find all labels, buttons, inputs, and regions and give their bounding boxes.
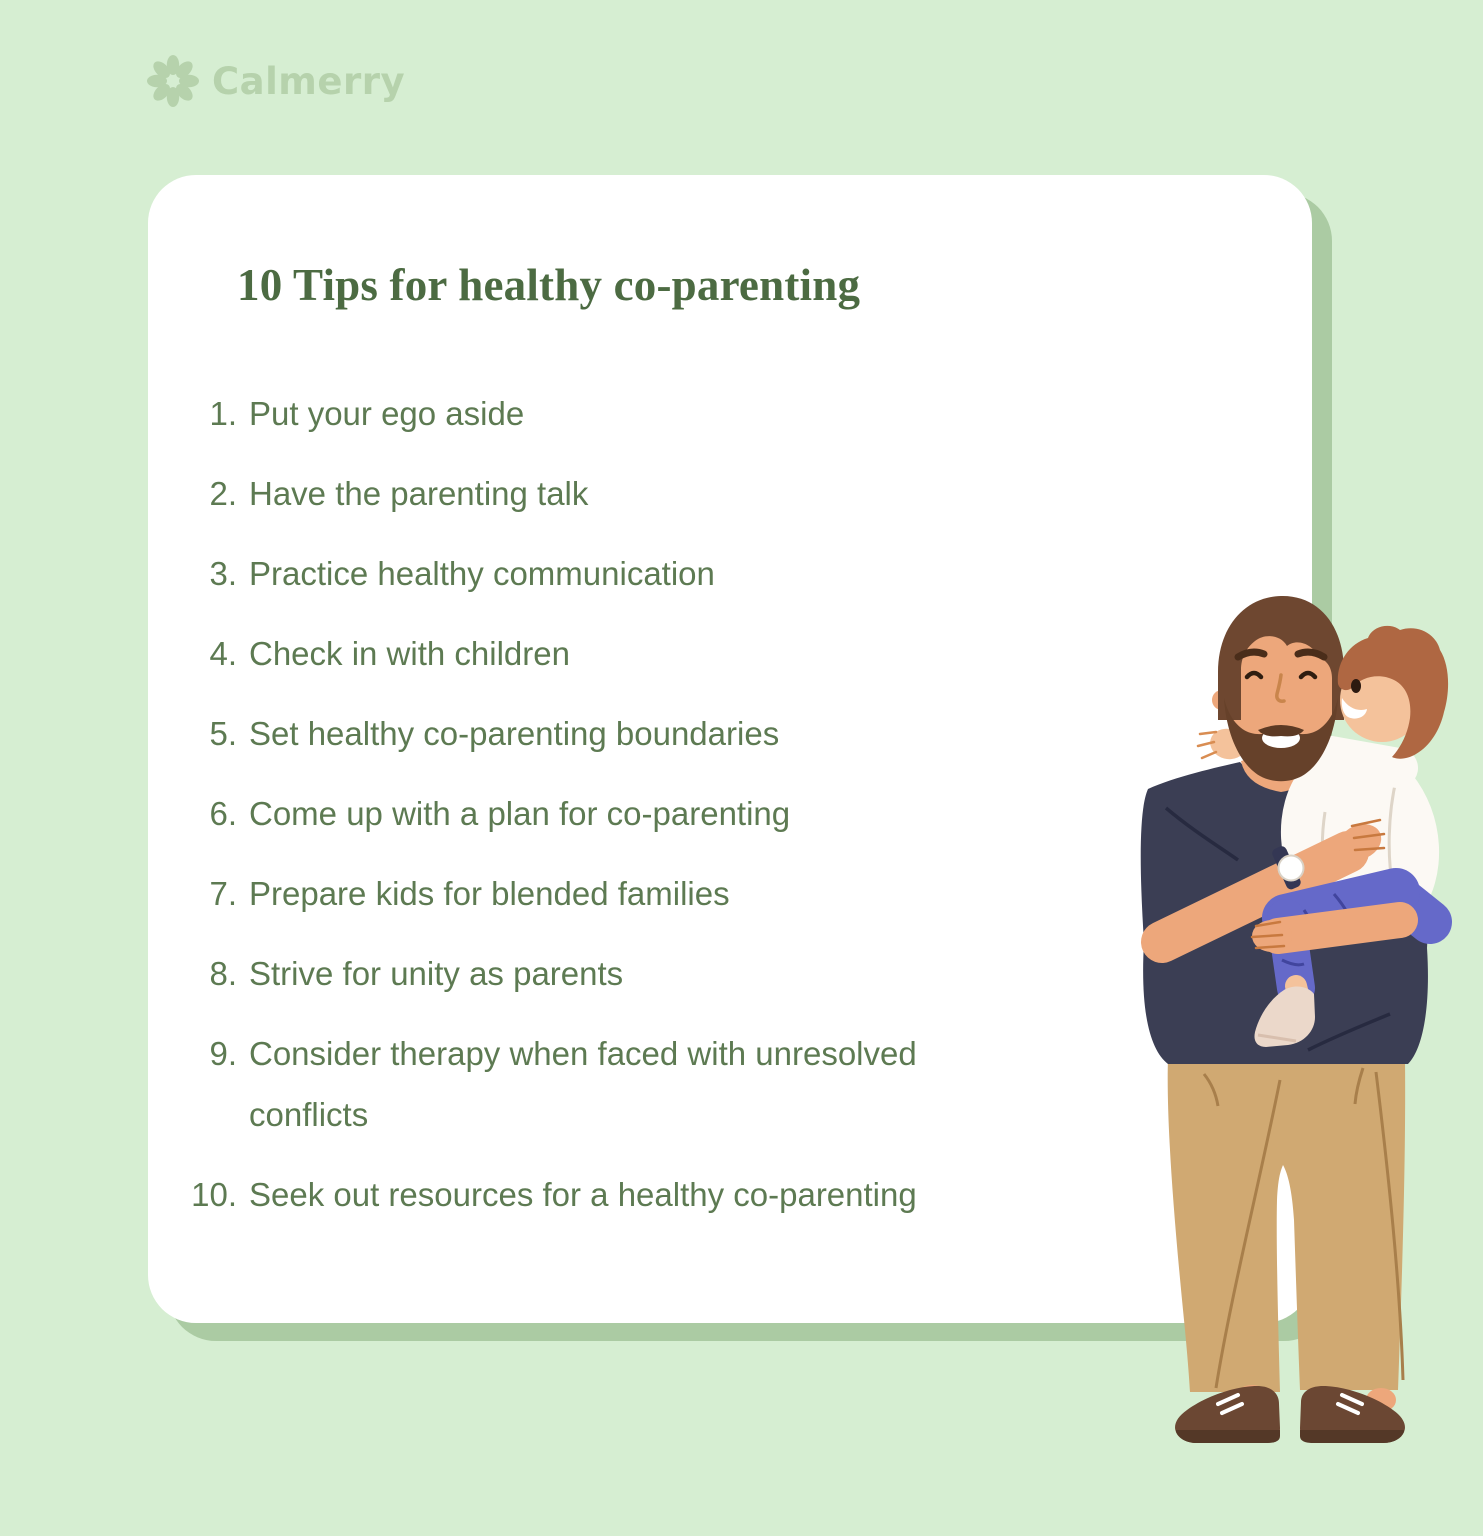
watch-face: [1279, 856, 1304, 881]
tip-item: [181, 1164, 1009, 1225]
tip-item: [181, 703, 1009, 764]
tip-number: 9.: [209, 1035, 237, 1072]
tip-item: [181, 943, 1009, 1004]
tip-item: [181, 623, 1009, 684]
tip-text: Come up with a plan for co-parenting: [249, 795, 791, 832]
father-and-child-illustration: [1100, 580, 1483, 1536]
tip-number: 5.: [209, 715, 237, 752]
tip-text: Have the parenting talk: [249, 475, 589, 512]
tip-item: [181, 863, 1009, 924]
flower-logo-icon: [146, 54, 200, 108]
tip-number: 2.: [209, 475, 237, 512]
tip-text: Consider therapy when faced with unresolved conflicts: [249, 1035, 917, 1133]
tips-list: [181, 383, 1009, 1244]
brand-name: Calmerry: [212, 59, 406, 103]
tip-number: 1.: [209, 395, 237, 432]
tip-item: [181, 463, 1009, 524]
tip-text: Put your ego aside: [249, 395, 525, 432]
tip-text: Strive for unity as parents: [249, 955, 624, 992]
tip-item: [181, 383, 1009, 444]
brand-logo: [146, 54, 405, 108]
page-title: 10 Tips for healthy co-parenting: [237, 260, 861, 310]
tip-text: Seek out resources for a healthy co-parenting: [249, 1176, 917, 1213]
tip-number: 10.: [191, 1176, 237, 1213]
tip-item: [181, 1023, 1009, 1145]
child-head: [1338, 626, 1448, 759]
tip-text: Set healthy co-parenting boundaries: [249, 715, 780, 752]
tip-number: 4.: [209, 635, 237, 672]
tip-number: 3.: [209, 555, 237, 592]
tip-text: Prepare kids for blended families: [249, 875, 730, 912]
tip-number: 7.: [209, 875, 237, 912]
tip-text: Practice healthy communication: [249, 555, 715, 592]
child-eye: [1351, 679, 1361, 693]
father-trousers: [1168, 1058, 1405, 1392]
tip-number: 8.: [209, 955, 237, 992]
tip-item: [181, 783, 1009, 844]
tip-number: 6.: [209, 795, 237, 832]
tip-text: Check in with children: [249, 635, 570, 672]
tip-item: [181, 543, 1009, 604]
